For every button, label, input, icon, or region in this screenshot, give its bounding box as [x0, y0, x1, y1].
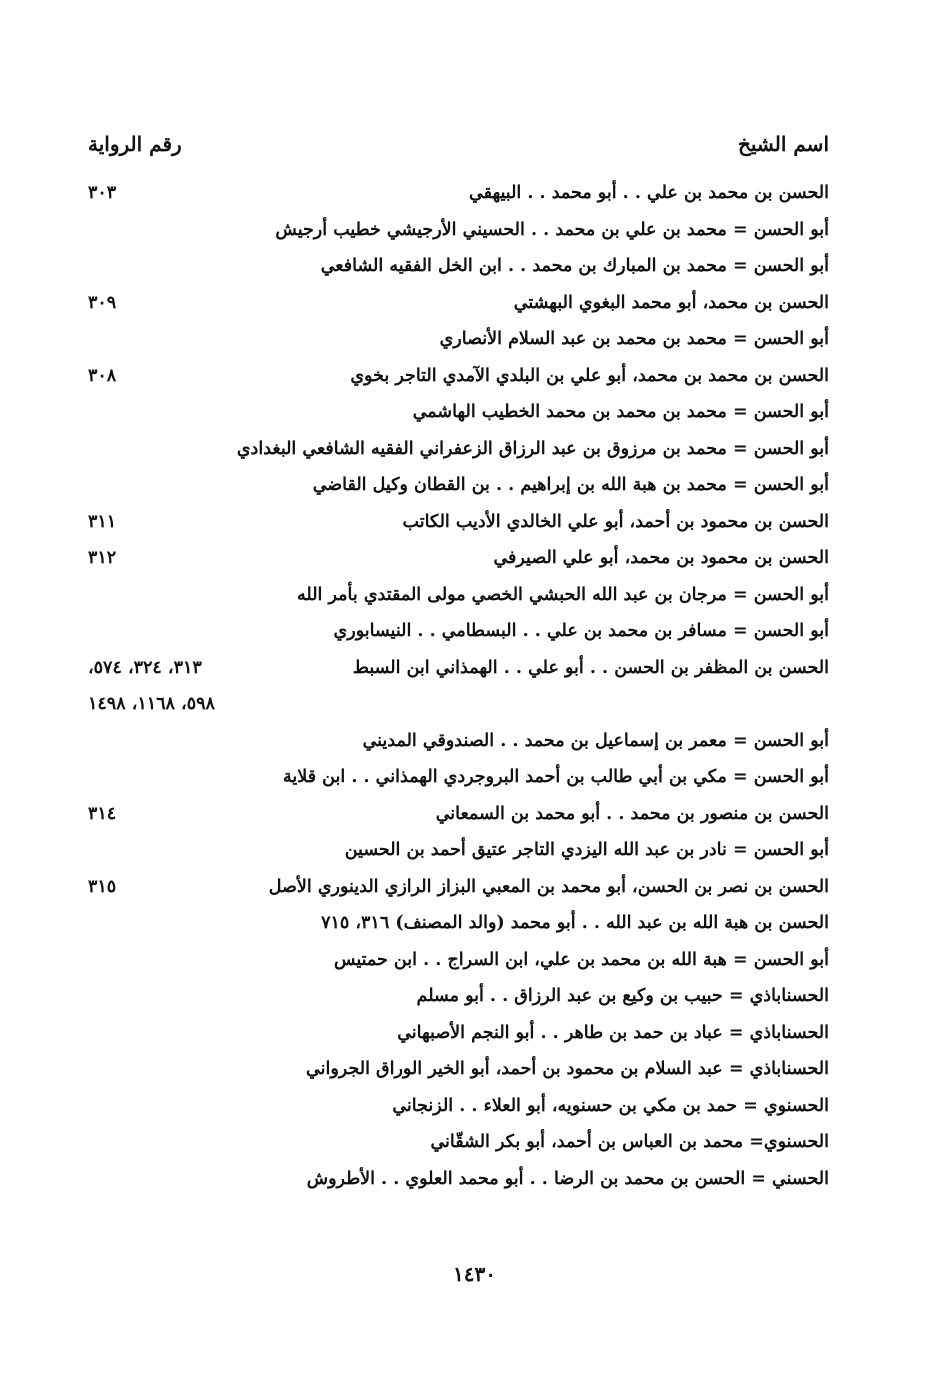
sheikh-name: أبو الحسن = مسافر بن محمد بن علي . . البسطامي . . النيسابوري [333, 621, 829, 642]
list-item [88, 175, 829, 212]
list-item [88, 358, 829, 395]
list-item [88, 1161, 829, 1198]
narration-number: ٣٠٨ [88, 365, 117, 386]
list-item [88, 431, 829, 468]
sheikh-name: الحسناباذي = حبيب بن وكيع بن عبد الرزاق . . أبو مسلم [416, 986, 829, 1007]
list-item [88, 1124, 829, 1161]
sheikh-name: أبو الحسن = محمد بن محمد بن عبد السلام الأنصاري [439, 329, 829, 350]
sheikh-name: أبو الحسن = مرجان بن عبد الله الحبشي الخصي مولى المقتدي بأمر الله [297, 584, 829, 605]
sheikh-name: أبو الحسن = معمر بن إسماعيل بن محمد . . الصندوقي المديني [362, 730, 829, 751]
list-item [88, 1051, 829, 1088]
list-item [88, 686, 829, 723]
list-item [88, 504, 829, 541]
list-item [88, 613, 829, 650]
list-item [88, 869, 829, 906]
sheikh-name: أبو الحسن = محمد بن هبة الله بن إبراهيم . . بن القطان وكيل القاضي [312, 475, 829, 496]
entries-list [88, 175, 829, 1197]
sheikh-name: الحسنوي = حمد بن مكي بن حسنويه، أبو العلاء . . الزنجاني [392, 1095, 829, 1116]
list-item [88, 796, 829, 833]
list-item [88, 212, 829, 249]
sheikh-name: أبو الحسن = محمد بن مرزوق بن عبد الرزاق الزعفراني الفقيه الشافعي البغدادي [236, 438, 829, 459]
sheikh-name: الحسن بن محمود بن أحمد، أبو علي الخالدي الأديب الكاتب [402, 511, 829, 532]
list-item [88, 905, 829, 942]
sheikh-name: الحسني = الحسن بن محمد بن الرضا . . أبو محمد العلوي . . الأطروش [306, 1168, 829, 1189]
list-item [88, 723, 829, 760]
list-item [88, 650, 829, 687]
sheikh-name: أبو الحسن = نادر بن عبد الله اليزدي التاجر عتيق أحمد بن الحسين [344, 840, 829, 861]
sheikh-name: الحسن بن هبة الله بن عبد الله . . أبو محمد (والد المصنف) ٣١٦، ٧١٥ [321, 913, 829, 934]
sheikh-name: الحسناباذي = عبد السلام بن محمود بن أحمد، أبو الخير الوراق الجرواني [306, 1059, 829, 1080]
sheikh-name: الحسن بن منصور بن محمد . . أبو محمد بن السمعاني [435, 803, 829, 824]
list-item [88, 540, 829, 577]
narration-number: ٣٠٩ [88, 292, 117, 313]
narration-number-heading: رقم الرواية [88, 132, 182, 156]
narration-number: ٣١١ [88, 511, 117, 532]
narration-number: ٣١٢ [88, 548, 117, 569]
sheikh-name: أبو الحسن = محمد بن محمد بن محمد الخطيب الهاشمي [412, 402, 829, 423]
page-number: ١٤٣٠ [453, 1262, 496, 1286]
list-item [88, 978, 829, 1015]
sheikh-name: الحسن بن المظفر بن الحسن . . أبو علي . . الهمذاني ابن السبط [352, 657, 829, 678]
sheikh-name-heading: اسم الشيخ [737, 132, 829, 156]
sheikh-name: الحسن بن محمود بن محمد، أبو علي الصيرفي [493, 548, 829, 569]
list-item [88, 285, 829, 322]
column-header [88, 124, 829, 164]
sheikh-name: أبو الحسن = محمد بن علي بن محمد . . الحسيني الأرجيشي خطيب أرجيش [275, 219, 829, 240]
sheikh-name: الحسن بن محمد، أبو محمد البغوي البهشتي [513, 292, 829, 313]
list-item [88, 1088, 829, 1125]
narration-number: ٣١٥ [88, 876, 117, 897]
list-item [88, 394, 829, 431]
sheikh-name: الحسناباذي = عباد بن حمد بن طاهر . . أبو النجم الأصبهاني [397, 1022, 829, 1043]
sheikh-name: أبو الحسن = مكي بن أبي طالب بن أحمد البروجردي الهمذاني . . ابن قلاية [283, 767, 829, 788]
list-item [88, 832, 829, 869]
list-item [88, 1015, 829, 1052]
list-item [88, 321, 829, 358]
sheikh-name: أبو الحسن = هبة الله بن محمد بن علي، ابن السراج . . ابن حمتيس [334, 949, 829, 970]
narration-number: ٣٠٣ [88, 183, 117, 204]
sheikh-name: الحسنوي= محمد بن العباس بن أحمد، أبو بكر الشقّاني [430, 1132, 829, 1153]
sheikh-name: الحسن بن محمد بن محمد، أبو علي بن البلدي الآمدي التاجر بخوي [350, 365, 829, 386]
narration-number: ٥٩٨، ١١٦٨، ١٤٩٨ [88, 694, 215, 715]
list-item [88, 759, 829, 796]
sheikh-name: الحسن بن محمد بن علي . . أبو محمد . . البيهقي [469, 183, 829, 204]
narration-number: ٣١٤ [88, 803, 117, 824]
list-item [88, 942, 829, 979]
list-item [88, 248, 829, 285]
sheikh-name: الحسن بن نصر بن الحسن، أبو محمد بن المعبي البزاز الرازي الدينوري الأصل [268, 876, 829, 897]
sheikh-name: أبو الحسن = محمد بن المبارك بن محمد . . ابن الخل الفقيه الشافعي [320, 256, 829, 277]
list-item [88, 467, 829, 504]
list-item [88, 577, 829, 614]
narration-number: ٣١٣، ٣٢٤، ٥٧٤، [88, 657, 202, 678]
